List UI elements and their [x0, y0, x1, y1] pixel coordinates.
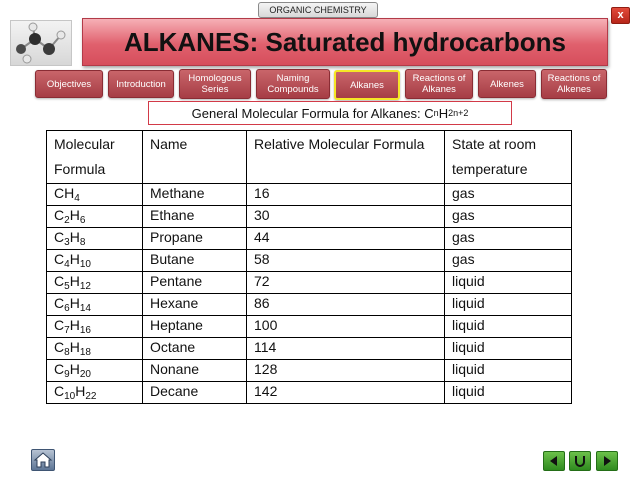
relative-molecular-formula-cell: 100 — [247, 316, 445, 338]
tab-introduction[interactable]: Introduction — [108, 70, 174, 98]
molecule-icon — [11, 21, 71, 65]
molecular-formula-cell: $C_7H_{16}$ — [47, 316, 143, 338]
header-state: State at room temperature — [445, 131, 572, 184]
molecular-formula-cell: $C_9H_{20}$ — [47, 360, 143, 382]
relative-molecular-formula-cell: 30 — [247, 206, 445, 228]
molecular-formula-cell: $CH_4$ — [47, 184, 143, 206]
state-cell: gas — [445, 250, 572, 272]
table-header-row — [47, 131, 572, 184]
name-cell: Ethane — [143, 206, 247, 228]
name-cell: Nonane — [143, 360, 247, 382]
title-banner — [82, 18, 608, 66]
state-cell: liquid — [445, 338, 572, 360]
arrow-right-icon — [597, 452, 617, 470]
return-button[interactable] — [569, 451, 591, 471]
molecular-formula-cell: $C_4H_{10}$ — [47, 250, 143, 272]
general-formula-bar — [148, 101, 512, 125]
back-button[interactable] — [543, 451, 565, 471]
formula-h: H — [438, 105, 449, 121]
header-name: Name — [143, 131, 247, 184]
name-cell: Heptane — [143, 316, 247, 338]
name-cell: Methane — [143, 184, 247, 206]
table-row — [47, 206, 572, 228]
state-cell: gas — [445, 184, 572, 206]
relative-molecular-formula-cell: 58 — [247, 250, 445, 272]
tab-reactions-of-alkanes[interactable]: Reactions of Alkanes — [405, 69, 473, 99]
state-cell: liquid — [445, 294, 572, 316]
table-row — [47, 316, 572, 338]
molecule-logo — [10, 20, 72, 66]
home-button[interactable] — [31, 449, 55, 471]
alkanes-table — [46, 130, 572, 404]
formula-prefix: General Molecular Formula for Alkanes: C — [191, 105, 434, 121]
state-cell: liquid — [445, 272, 572, 294]
tab-objectives[interactable]: Objectives — [35, 70, 103, 98]
table-row — [47, 382, 572, 404]
relative-molecular-formula-cell: 86 — [247, 294, 445, 316]
molecular-formula-cell: $C_{10}H_{22}$ — [47, 382, 143, 404]
state-cell: gas — [445, 206, 572, 228]
tab-alkanes[interactable]: Alkanes — [334, 70, 400, 100]
molecular-formula-cell: $C_5H_{12}$ — [47, 272, 143, 294]
molecular-formula-cell: $C_2H_6$ — [47, 206, 143, 228]
table-row — [47, 184, 572, 206]
subject-tab[interactable]: ORGANIC CHEMISTRY — [258, 2, 378, 18]
formula-sub-2n2: 2n+2 — [448, 108, 469, 118]
state-cell: liquid — [445, 316, 572, 338]
page-title: ALKANES: Saturated hydrocarbons — [123, 26, 567, 57]
molecular-formula-cell: $C_3H_8$ — [47, 228, 143, 250]
relative-molecular-formula-cell: 72 — [247, 272, 445, 294]
name-cell: Butane — [143, 250, 247, 272]
relative-molecular-formula-cell: 16 — [247, 184, 445, 206]
name-cell: Octane — [143, 338, 247, 360]
table-row — [47, 272, 572, 294]
table-row — [47, 338, 572, 360]
table-row — [47, 360, 572, 382]
name-cell: Decane — [143, 382, 247, 404]
table-row — [47, 294, 572, 316]
u-turn-icon — [570, 452, 590, 470]
molecular-formula-cell: $C_8H_{18}$ — [47, 338, 143, 360]
relative-molecular-formula-cell: 44 — [247, 228, 445, 250]
tab-naming-compounds[interactable]: Naming Compounds — [256, 69, 330, 99]
header-molecular-formula: Molecular Formula — [47, 131, 143, 184]
tab-alkenes[interactable]: Alkenes — [478, 70, 536, 98]
molecular-formula-cell: $C_6H_{14}$ — [47, 294, 143, 316]
relative-molecular-formula-cell: 128 — [247, 360, 445, 382]
home-icon — [32, 450, 54, 470]
relative-molecular-formula-cell: 142 — [247, 382, 445, 404]
formula-sub-n: n — [433, 108, 439, 118]
tab-homologous-series[interactable]: Homologous Series — [179, 69, 251, 99]
state-cell: liquid — [445, 382, 572, 404]
table-row — [47, 250, 572, 272]
tab-reactions-of-alkenes[interactable]: Reactions of Alkenes — [541, 69, 607, 99]
relative-molecular-formula-cell: 114 — [247, 338, 445, 360]
state-cell: gas — [445, 228, 572, 250]
arrow-left-icon — [544, 452, 564, 470]
close-button[interactable]: x — [611, 7, 630, 24]
header-relative-molecular-formula: Relative Molecular Formula — [247, 131, 445, 184]
next-button[interactable] — [596, 451, 618, 471]
name-cell: Pentane — [143, 272, 247, 294]
table-row — [47, 228, 572, 250]
state-cell: liquid — [445, 360, 572, 382]
name-cell: Hexane — [143, 294, 247, 316]
name-cell: Propane — [143, 228, 247, 250]
